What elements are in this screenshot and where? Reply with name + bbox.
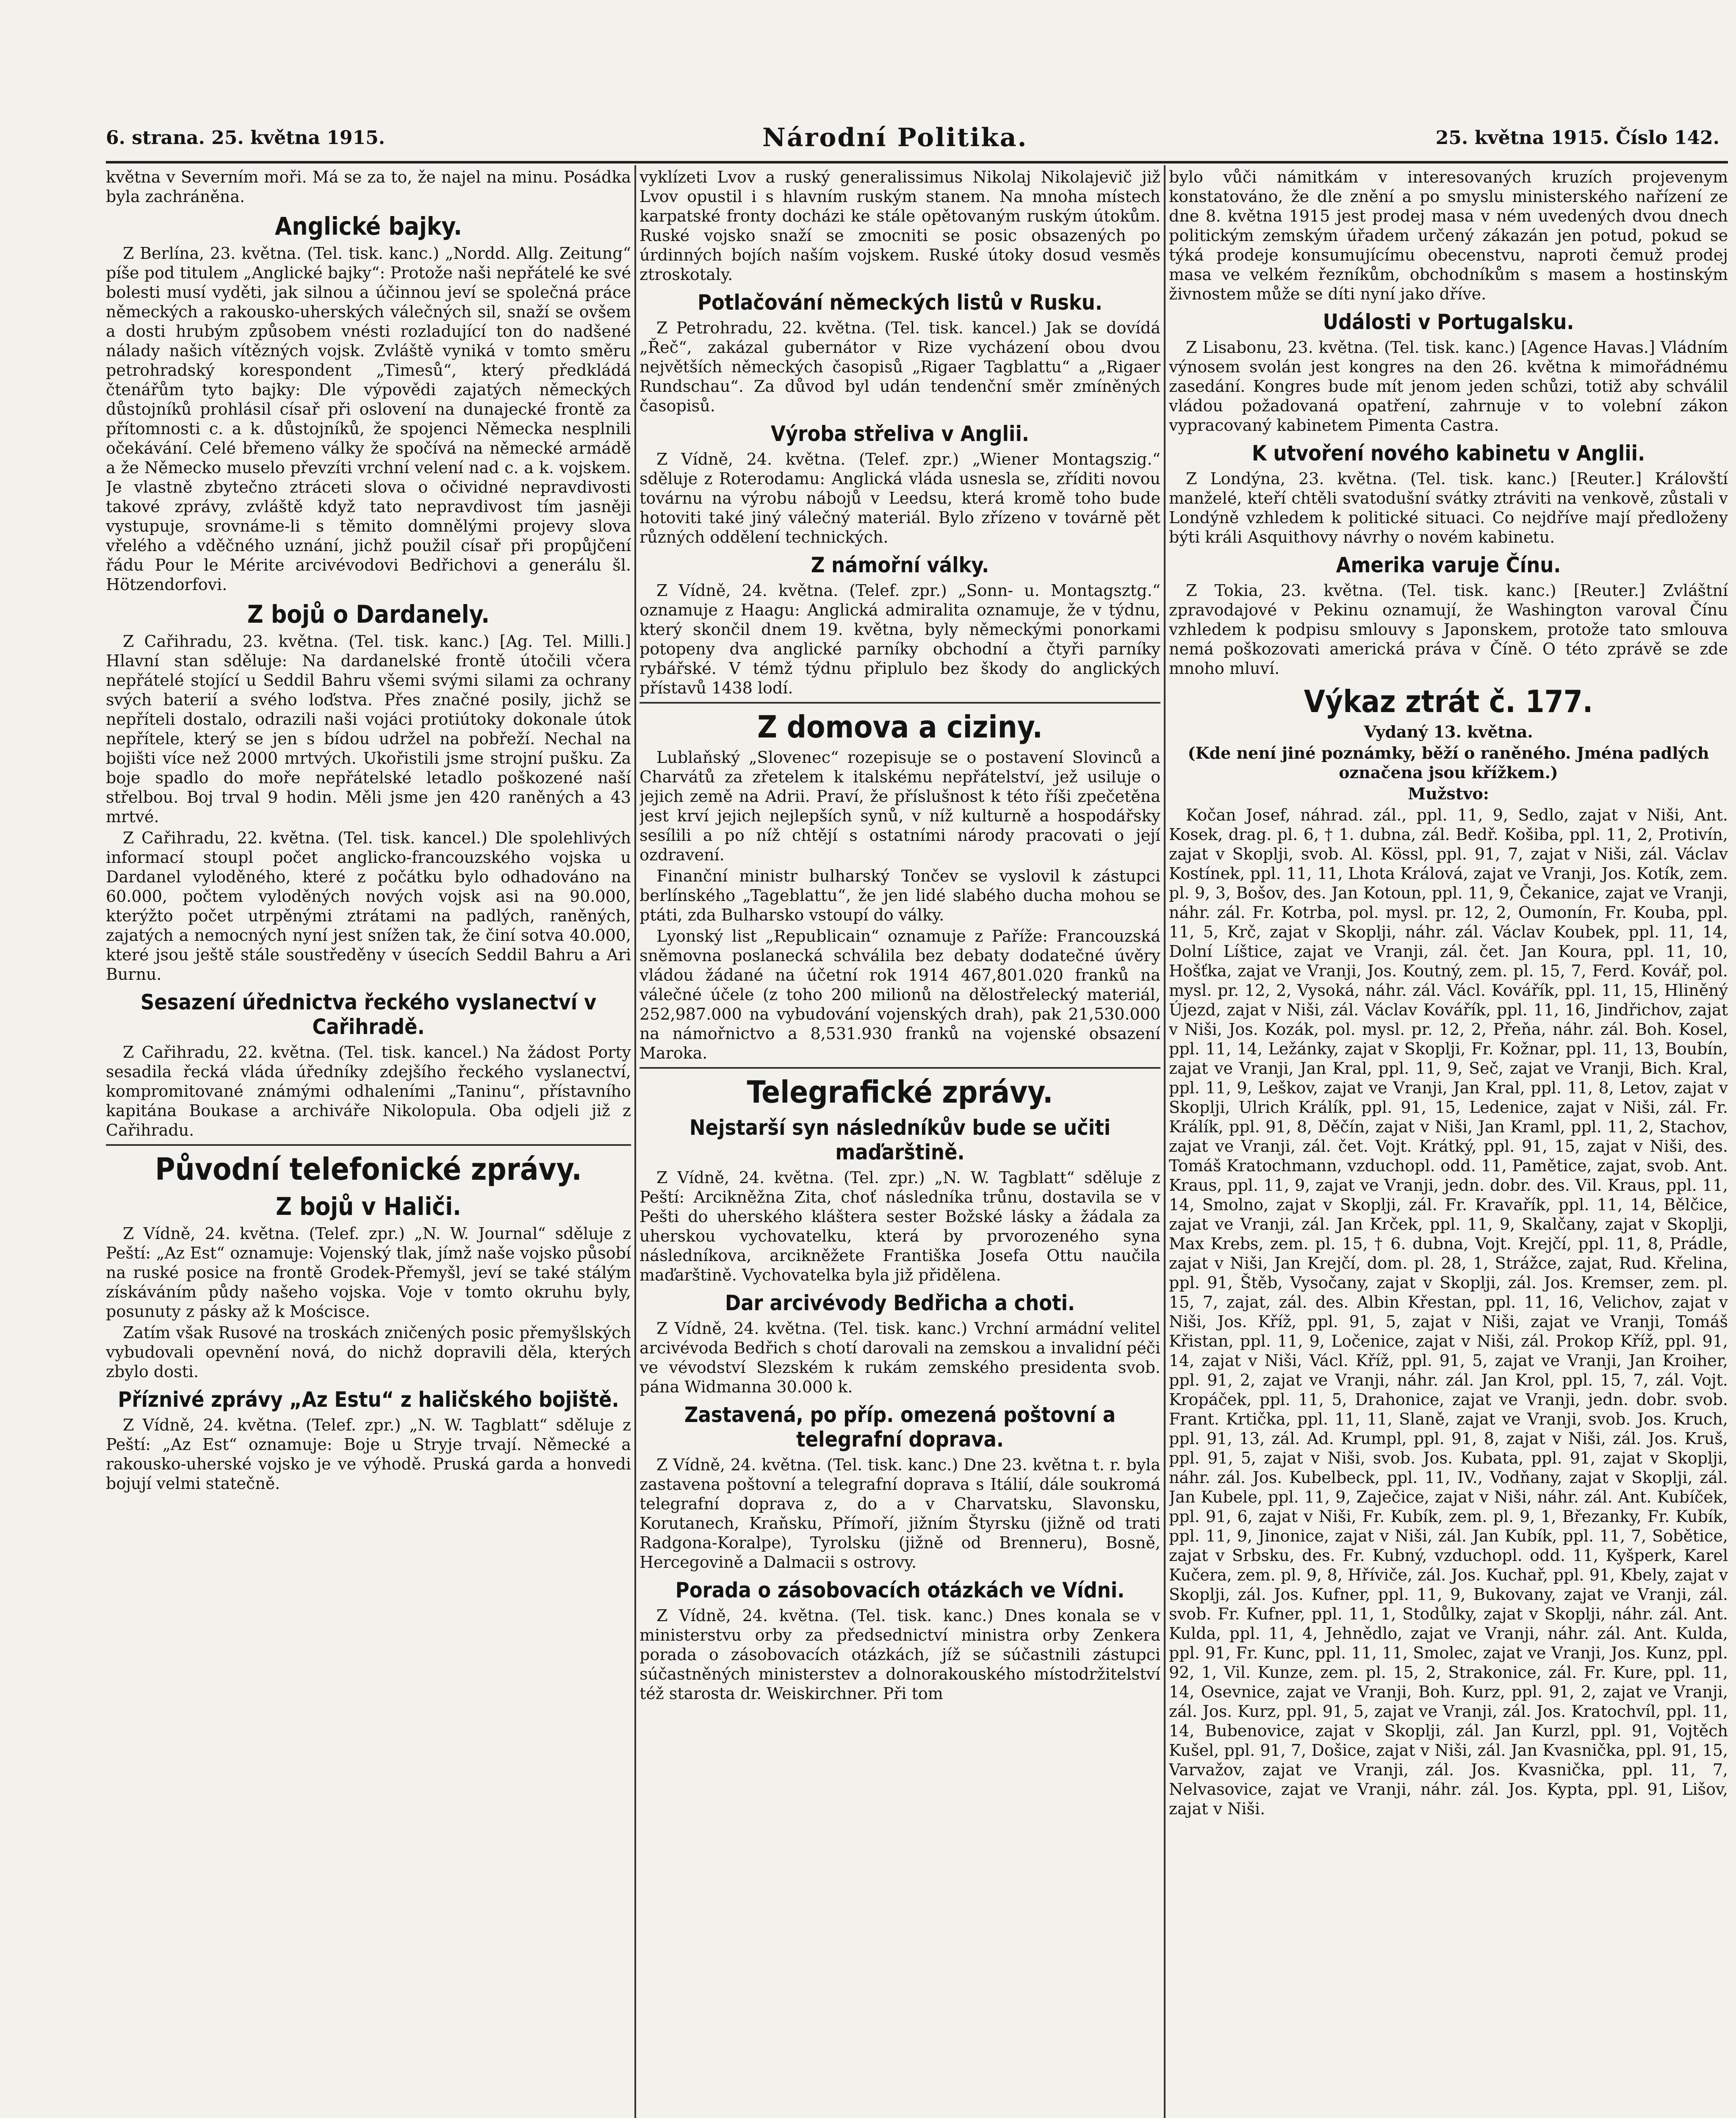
section-headline: Z domova a ciziny. (757, 709, 1043, 745)
article-text: Z Cařihradu, 23. května. (Tel. tisk. kanc.) [Ag. Tel. Milli.] Hlavní stan sděluje: Na dardanelské frontě útočili včera nepřátelé stojící u Seddil Bahru všemi svými silami za ochrany svých baterií a svého loďstva. Přes značné posily, jichž se nepříteli dostalo, odrazili naši vojáci protiútoky dokonale útok nepřítele, který se jen s bídou udržel na pobřeží. Nechal na bojišti více než 2000 mrtvých. Ukořistili jsme strojní pušku. Za boje spadlo do moře nepřátelské letadlo poškozené naší střelbou. Boj trval 9 hodin. Měli jsme jen 420 raněných a 43 mrtvé. (106, 632, 631, 826)
masthead-title: Národní Politika. (762, 123, 1028, 152)
section-headline: Telegrafické zprávy. (747, 1074, 1053, 1110)
section-headline: Původní telefonické zprávy. (155, 1151, 582, 1187)
headline: Sesazení úřednictva řeckého vyslanectví v Cařihradě. (140, 990, 597, 1039)
article-text: Z Vídně, 24. května. (Tel. tisk. kanc.) Vrchní armádní velitel arcivévoda Bedřich s chotí darovali na zemskou a invalidní péči ve vévodství Slezském k rukám zemského presidenta svob. pána Widmanna 30.000 k. (640, 1319, 1160, 1396)
subheading: Vydaný 13. května. (1364, 722, 1533, 741)
article-text: Z Londýna, 23. května. (Tel. tisk. kanc.) [Reuter.] Královští manželé, kteří chtěli svatodušní svátky ztráviti na venkově, zůstali v Londýně vzhledem k politické situaci. Co nejdříve mají předloženy býti králi Asquithovy návrhy o novém kabinetu. (1169, 469, 1728, 546)
headline: Z bojů o Dardanely. (247, 600, 490, 629)
casualty-list: Kočan Josef, náhrad. zál., ppl. 11, 9, Sedlo, zajat v Niši, Ant. Kosek, drag. pl. 6, † 1. dubna, zál. Bedř. Košiba, ppl. 11, 2, Protivín, zajat v Skoplji, svob. Al. Kössl, ppl. 91, 7, zajat v Niši, zál. Václav Kostínek, ppl. 11, 11, Lhota Králová, zajat ve Vranji, Jos. Kotík, zem. pl. 9, 3, Bošov, des. Jan Kotoun, ppl. 11, 9, Čekanice, zajat ve Vranji, náhr. zál. Fr. Kotrba, pol. mysl. pr. 12, 2, Oumonín, Fr. Kouba, ppl. 11, 5, Krč, zajat v Skoplji, náhr. zál. Václav Koubek, ppl. 11, 14, Dolní Líštice, zajat ve Vranji, zál. čet. Jan Koura, ppl. 11, 10, Hošťka, zajat ve Vranji, Jos. Koutný, zem. pl. 15, 7, Ferd. Kovář, pol. mysl. pr. 12, 2, Vysoká, náhr. zál. Václ. Kovářík, ppl. 11, 15, Hliněný Újezd, zajat v Niši, zál. Václav Kovářík, ppl. 11, 16, Jindřichov, zajat v Niši, Jos. Kozák, pol. mysl. pr. 12, 2, Přeňa, náhr. zál. Boh. Kosel, ppl. 11, 14, Ležánky, zajat v Skoplji, Fr. Kožnar, ppl. 11, 13, Boubín, zajat ve Vranji, Jan Kral, ppl. 11, 9, Seč, zajat ve Vranji, Bich. Kral, ppl. 11, 9, Leškov, zajat ve Vranji, Jan Kral, ppl. 11, 8, Letov, zajat v Skoplji, Ulrich Králík, ppl. 91, 15, Ledenice, zajat v Niši, zál. Fr. Králík, ppl. 91, 8, Děčín, zajat v Niši, Jan Kraml, ppl. 11, 2, Stachov, zajat ve Vranji, zál. čet. Vojt. Krátký, ppl. 91, 15, zajat v Niši, des. Tomáš Kratochmann, vzduchopl. odd. 11, Pamětice, zajat, svob. Ant. Kraus, ppl. 11, 9, zajat ve Vranji, jedn. dobr. des. Vil. Kraus, ppl. 11, 14, Smolno, zajat v Skoplji, zál. Fr. Kravařík, ppl. 11, 14, Bělčice, zajat ve Vranji, zál. Jan Krček, ppl. 11, 9, Skalčany, zajat v Skoplji, Max Krebs, zem. pl. 15, † 6. dubna, Vojt. Krejčí, ppl. 11, 8, Prádle, zajat v Niši, Jan Krejčí, dom. pl. 28, 1, Strážce, zajat, Rud. Křelina, ppl. 91, Štěb, Vysočany, zajat v Skoplji, zál. Jos. Kremser, zem. pl. 15, 7, zajat, zál. des. Albin Křestan, ppl. 11, 16, Velichov, zajat v Niši, Jos. Kříž, ppl. 91, 5, zajat v Niši, zajat ve Vranji, Tomáš Křistan, ppl. 11, 9, Ločenice, zajat v Niši, zál. Prokop Kříž, ppl. 91, 14, zajat v Niši, Václ. Kříž, ppl. 91, 5, zajat ve Vranji, Jan Kroiher, ppl. 91, 2, zajat ve Vranji, náhr. zál. Jan Krol, ppl. 15, 7, zál. Vojt. Kropáček, ppl. 11, 5, Drahonice, zajat ve Vranji, jedn. dobr. svob. Frant. Krtička, ppl. 11, 11, Slaně, zajat ve Vranji, svob. Jos. Kruch, ppl. 91, 13, zál. Ad. Krumpl, ppl. 91, 8, zajat v Niši, zál. Jos. Kruš, ppl. 91, 5, zajat v Niši, svob. Jos. Kubata, ppl. 91, zajat v Skoplji, náhr. zál. Jos. Kubelbeck, ppl. 11, IV., Vodňany, zajat v Skoplji, zál. Jan Kubele, ppl. 11, 9, Zaječice, zajat v Niši, náhr. zál. Ant. Kubíček, ppl. 91, 6, zajat v Niši, Fr. Kubík, zem. pl. 9, 1, Březanky, Fr. Kubík, ppl. 11, 9, Jinonice, zajat v Niši, zál. Jan Kubík, ppl. 11, 7, Sobětice, zajat v Srbsku, des. Fr. Kubný, vzduchopl. odd. 11, Kyšperk, Karel Kučera, zem. pl. 9, 8, Hříviče, zál. Jos. Kuchař, ppl. 91, Kbely, zajat v Skoplji, zál. Jos. Kufner, ppl. 11, 9, Bukovany, zajat ve Vranji, zál. svob. Fr. Kufner, ppl. 11, 1, Stodůlky, zajat v Skoplji, náhr. zál. Ant. Kulda, ppl. 11, 4, Jehnědlo, zajat ve Vranji, náhr. zál. Ant. Kulda, ppl. 91, Fr. Kunc, ppl. 11, 11, Smolec, zajat ve Vranji, Jos. Kunz, ppl. 92, 1, Vil. Kunze, zem. pl. 15, 2, Strakonice, zál. Fr. Kure, ppl. 11, 14, Osevnice, zajat ve Vranji, Boh. Kurz, ppl. 91, 2, zajat ve Vranji, zál. Jos. Kurz, ppl. 91, 5, zajat ve Vranji, zál. Jos. Kratochvíl, ppl. 11, 14, Bubenovice, zajat v Skoplji, zál. Jan Kurzl, ppl. 91, Vojtěch Kušel, ppl. 91, 7, Došice, zajat v Niši, zál. Jan Kvasnička, ppl. 91, 15, Varvažov, zajat ve Vranji, zál. Jos. Kvasnička, ppl. 11, 7, Nelvasovice, zajat ve Vranji, náhr. zál. Jos. Kypta, ppl. 91, Lišov, zajat v Niši. (1169, 806, 1728, 1818)
page-header (106, 123, 1736, 159)
headline: Příznivé zprávy „Az Estu“ z haličského bojiště. (118, 1387, 619, 1412)
article-text: Z Vídně, 24. května. (Tel. tisk. kanc.) Dnes konala se v ministerstvu orby za předsednictví ministra orby Zenkera porada o zásobovacích otázkách, jíž se súčastnili zástupci súčastněných ministerstev a dolnorakouského místodržitelství též starosta dr. Weiskirchner. Při tom (640, 1606, 1160, 1703)
article-text: Lyonský list „Republicain“ oznamuje z Paříže: Francouzská sněmovna poslanecká schválila bez debaty dodatečné úvěry vládou žádané na účetní rok 1914 467,801.020 franků na válečné účele (z toho 200 milionů na dělostřelecký materiál, 252,987.000 na vybudování vojenských drah), pak 21,530.000 na námořnictvo a 8,531.930 franků na vojenské obsazení Maroka. (640, 927, 1160, 1062)
article-text: Z Vídně, 24. května. (Tel. zpr.) „N. W. Tagblatt“ sděluje z Peští: Arcikněžna Zita, choť následníka trůnu, dostavila se v Pešti do uherského kláštera sester Božské lásky a žádala za uherskou vychovatelku, která by prvorozeného syna následníkova, arcikněžete Františka Josefa Ottu naučila maďarštině. Vychovatelka byla již přidělena. (640, 1168, 1160, 1284)
subheading: (Kde není jiné poznámky, běží o raněného. Jména padlých označena jsou křížkem.) (1188, 743, 1709, 782)
article-text: května v Severním moři. Má se za to, že najel na minu. Posádka byla zachráněna. (106, 168, 631, 206)
section-rule (640, 1067, 1160, 1069)
headline: Potlačování německých listů v Rusku. (698, 290, 1102, 315)
headline: Dar arcivévody Bedřicha a choti. (725, 1291, 1075, 1315)
article-text: Z Lisabonu, 23. května. (Tel. tisk. kanc.) [Agence Havas.] Vládním výnosem svolán jest kongres na den 26. května k mimořádnému zasedání. Kongres bude mít jenom jeden schůzi, totiž aby schválil vládou požadovaná opatření, zahrnuje v to volební zákon vypracovaný kabinetem Pimenta Castra. (1169, 338, 1728, 435)
headline: Amerika varuje Čínu. (1336, 553, 1561, 577)
article-text: Z Cařihradu, 22. května. (Tel. tisk. kancel.) Dle spolehlivých informací stoupl počet anglicko-francouzského vojska u Dardanel vyloděného, které z počátku bylo odhadováno na 60.000, počtem vyloděných nových vojsk asi na 90.000, kterýžto počet utrpěnými ztrátami na padlých, raněných, zajatých a nemocných nyní jest snížen tak, že činí sotva 40.000, které jsou ještě stále soustředěny v úsecích Seddil Bahru a Ari Burnu. (106, 829, 631, 984)
article-text: vyklízeti Lvov a ruský generalissimus Nikolaj Nikolajevič již Lvov opustil i s hlavním ruským stanem. Na mnoha místech karpatské fronty docházi ke stále opětovaným ruským útokům. Ruské vojsko snaží se zmocniti se posic obsazených po úrdinných bojích naším vojskem. Ruské útoky dosud vesměs ztroskotaly. (640, 168, 1160, 284)
column-divider (1164, 165, 1166, 2118)
header-left: 6. strana. 25. května 1915. (106, 127, 385, 149)
headline: Z námořní války. (811, 553, 989, 577)
headline: Porada o zásobovacích otázkách ve Vídni. (675, 1578, 1125, 1602)
article-text: Z Berlína, 23. května. (Tel. tisk. kanc.) „Nordd. Allg. Zeitung“ píše pod titulem „Anglické bajky“: Protože naši nepřátelé ke své bolesti musí vyděti, jak silnou a účinnou jeví se společná práce německých a rakousko-uherských válečných sil, snaží se ovšem a dosti hrubým způsobem vnésti rozladující ton do nadšené nálady našich vítězných vojsk. Zvláště vyniká v tomto směru petrohradský korespondent „Timesů“, který předkládá čtenářům tyto bajky: Dle výpovědi zajatých německých důstojníků prohlásil císař při oslovení na dunajecké frontě za přítomnosti c. a k. důstojníků, že spojenci Německa nesplnili očekávání. Celé břemeno války že spočívá na německé armádě a že Německo muselo převzíti vrchní velení nad c. a k. vojskem. Je vlastně zbytečno ztráceti slova o očividné nepravdivosti takové zprávy, zvláště když tato nepravdivost tím jasněji vystupuje, srovnáme-li s těmito domnělými projevy slova vřelého a vděčného uznání, jichž použil císař při propůjčení řádu Pour le Mérite arcivévodovi Bedřichovi a generálu šl. Hötzendorfovi. (106, 244, 631, 594)
article-text: Z Vídně, 24. května. (Telef. zpr.) „Sonn- u. Montagsztg.“ oznamuje z Haagu: Anglická admiralita oznamuje, že v týdnu, který skončil dnem 19. května, byly německými ponorkami potopeny dva anglické parníky obchodní a čtyři parníky rybářské. V témž týdnu připlulo bez škody do anglických přístavů 1438 lodí. (640, 581, 1160, 697)
article-text: Lublaňský „Slovenec“ rozepisuje se o postavení Slovinců a Charvátů za zřetelem k italskému nepřátelství, jež usiluje o jejich země na Adrii. Praví, že příslušnost k této říši zpečetěna jest krví jejich nejlepších synů, v níž kulturně a hospodářsky sesílili a po níž chtějí s ostatními národy pracovati o její ozdravení. (640, 748, 1160, 864)
section-rule (106, 1144, 631, 1146)
article-text: Z Vídně, 24. května. (Telef. zpr.) „N. W. Tagblatt“ sděluje z Peští: „Az Est“ oznamuje: Boje u Stryje trvají. Německé a rakousko-uherské vojsko je ve výhodě. Pruská garda a honvedi bojují velmi statečně. (106, 1416, 631, 1493)
headline: Anglické bajky. (275, 212, 462, 241)
headline: K utvoření nového kabinetu v Anglii. (1251, 441, 1645, 466)
article-text: Z Vídně, 24. května. (Telef. zpr.) „Wiener Montagszig.“ sděluje z Roterodamu: Anglická vláda usnesla se, zříditi novou továrnu na výrobu nábojů v Leedsu, která kromě toho bude hotoviti také jiný válečný materiál. Bylo zřízeno v továrně pět různých oddělení technických. (640, 450, 1160, 546)
article-text: Z Vídně, 24. května. (Tel. tisk. kanc.) Dne 23. května t. r. byla zastavena poštovní a telegrafní doprava s Itálií, dále soukromá telegrafní doprava z, do a v Charvatsku, Slavonsku, Korutanech, Kraňsku, Přímoří, jižním Štyrsku (jižně od trati Radgona-Koralpe), Tyrolsku (jižně od Brenneru), Bosně, Hercegovině a Dalmacii s ostrovy. (640, 1455, 1160, 1572)
section-rule (640, 702, 1160, 704)
header-rule (106, 161, 1728, 164)
article-text: Z Petrohradu, 22. května. (Tel. tisk. kancel.) Jak se dovídá „Řeč“, zakázal gubernátor v Rize vycházení obou dvou největších německých časopisů „Rigaer Tagblattu“ a „Rigaer Rundschau“. Za důvod byl udán tendenční směr zmíněných časopisů. (640, 319, 1160, 415)
column-divider (634, 165, 636, 2118)
headline: Zastavená, po příp. omezená poštovní a telegrafní doprava. (684, 1403, 1116, 1452)
article-text: bylo vůči námitkám v interesovaných kruzích projevenym konstatováno, že dle znění a po smyslu ministerského nařízení ze dne 8. května 1915 jest prodej masa v ném uvedených dvou dnech politickým zemským úřadem určený zákazán jen potud, pokud se týká prodeje konsumujícímu obecenstvu, naproti čemuž prodej masa ve velkém řezníkům, obchodníkům s masem a hostinským živnostem může se díti nyní jako dříve. (1169, 168, 1728, 303)
section-headline: Výkaz ztrát č. 177. (1304, 684, 1593, 719)
article-text: Zatím však Rusové na troskách zničených posic přemyšlských vybudovali opevnění nová, do nichž dopravili děla, kterých zbylo dosti. (106, 1323, 631, 1381)
header-right: 25. května 1915. Číslo 142. (1435, 127, 1719, 149)
subheading: Mužstvo: (1408, 784, 1489, 803)
headline: Výroba střeliva v Anglii. (771, 421, 1029, 446)
article-text: Z Vídně, 24. května. (Telef. zpr.) „N. W. Journal“ sděluje z Peští: „Az Est“ oznamuje: Vojenský tlak, jímž naše vojsko působí na ruské posice na frontě Grodek-Přemyšl, jeví se také stálým získáváním půdy našeho vojska. Voje v tomto okruhu byly, posunuty z pásky až k Mościsce. (106, 1224, 631, 1321)
headline: Z bojů v Haliči. (276, 1192, 461, 1221)
headline: Události v Portugalsku. (1323, 310, 1574, 334)
article-text: Finanční ministr bulharský Tončev se vyslovil k zástupci berlínského „Tageblattu“, že jen lidé slabého ducha mohou se ptáti, zda Bulharsko vstoupí do války. (640, 867, 1160, 924)
column-2 (640, 167, 1160, 2118)
column-3 (1169, 167, 1728, 2118)
column-1 (106, 167, 631, 2118)
article-text: Z Cařihradu, 22. května. (Tel. tisk. kancel.) Na žádost Porty sesadila řecká vláda úředníky zdejšího řeckého vyslanectví, kompromitované známými odhaleními „Taninu“, přístavního kapitána Boukase a archiváře Nikolopula. Oba odjeli již z Cařihradu. (106, 1043, 631, 1139)
article-text: Z Tokia, 23. května. (Tel. tisk. kanc.) [Reuter.] Zvláštní zpravodajové v Pekinu oznamují, že Washington varoval Čínu vzhledem k podpisu smlouvy s Japonskem, protože tato smlouva nemá poškozovati americká práva v Číně. O této zprávě se zde mnoho mluví. (1169, 581, 1728, 678)
headline: Nejstarší syn následníkův bude se učiti maďarštině. (689, 1115, 1111, 1164)
